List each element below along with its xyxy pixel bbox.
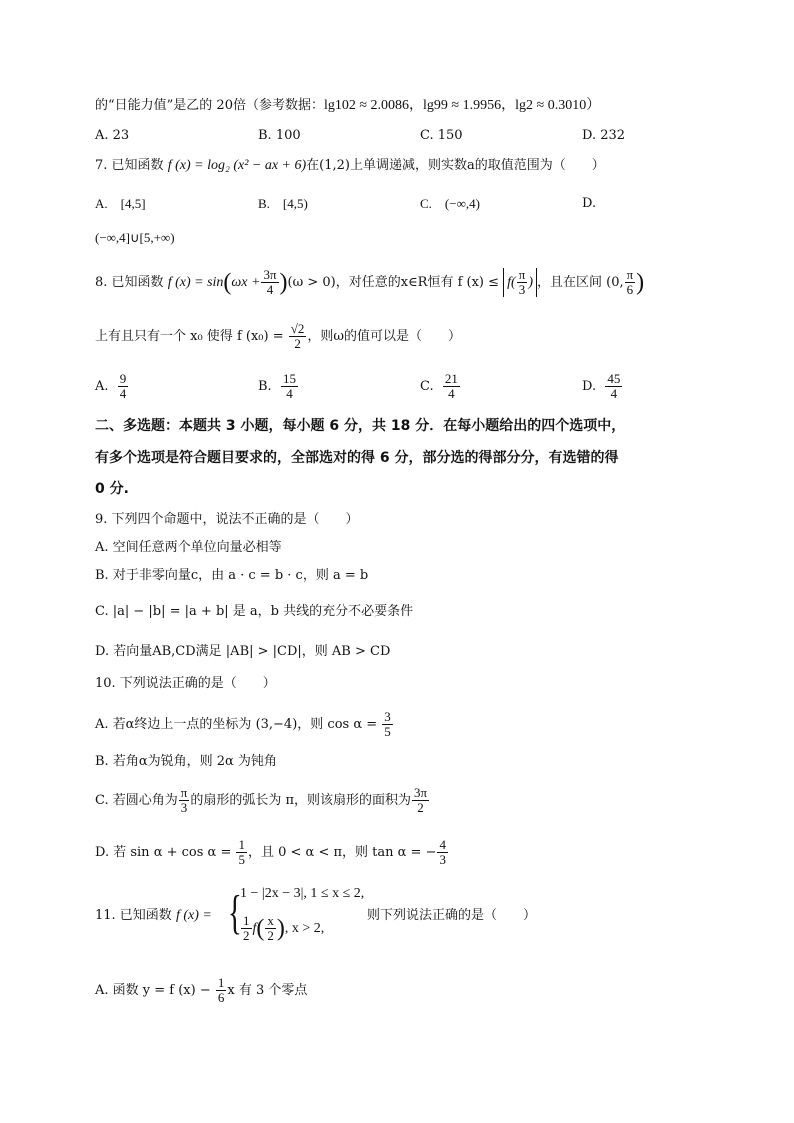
q10-d-frac2: $\frac{4}{3}$ <box>439 837 446 867</box>
q7-option-a: A. [4,5] <box>95 196 146 211</box>
q9-option-d: D. 若向量AB,CD满足 |AB| > |CD|，则 AB > CD <box>95 644 391 659</box>
q7-stem <box>95 158 605 174</box>
q7-option-c: C. (−∞,4) <box>420 196 480 211</box>
q10-option-b: B. 若角α为锐角，则 2α 为钝角 <box>95 754 277 769</box>
q6-option-b: B. 100 <box>258 128 301 143</box>
q11-brace: { <box>228 886 242 939</box>
q7-function: f (x) = log₂ (x² − ax + 6) <box>167 158 307 173</box>
q9-option-a: A. 空间任意两个单位向量必相等 <box>95 540 282 555</box>
q10-d-frac1: $\frac{1}{5}$ <box>238 837 245 867</box>
q8-stem-line2 <box>95 322 461 351</box>
q6-option-c: C. 150 <box>420 128 463 143</box>
q10-option-a: A. 若α终边上一点的坐标为 (3,−4)，则 cos α = $\frac{3}{5}$ <box>95 709 391 739</box>
q11-a-frac: $\frac{1}{6}$ <box>217 975 225 1005</box>
q9-option-b: B. 对于非零向量c，由 a · c = b · c，则 a = b <box>95 568 369 583</box>
q11-case2: $\frac{1}{2}$ f( $\frac{x}{2}$ ), x > 2, <box>243 913 325 943</box>
q8-option-c: C. $\frac{21}{4}$ <box>420 371 458 401</box>
q8-tail: ，且在区间 (0, <box>536 275 624 290</box>
q8-number: 8. 已知函数 <box>95 275 164 290</box>
q10-option-d: D. 若 sin α + cos α = $\frac{1}{5}$ ，且 0 < α < π，则 tan α = − $\frac{4}{3}$ <box>95 837 446 867</box>
q11-case1: 1 − |2x − 3|, 1 ≤ x ≤ 2, <box>240 886 365 901</box>
q7-option-d: D. <box>582 196 597 211</box>
q8-func-left: f (x) = sin <box>167 275 224 290</box>
q6-tail-text: 的“日能力值”是乙的 20倍（参考数据： <box>95 98 324 113</box>
section2-line3: 0 分. <box>95 481 129 497</box>
q8-frac-3pi-4: $\frac{3\pi}{4}$ <box>263 267 277 297</box>
q9-stem: 9. 下列四个命题中，说法不正确的是（ ） <box>95 512 359 527</box>
q11-stem-tail: 则下列说法正确的是（ ） <box>367 908 537 923</box>
q8-option-a: A. $\frac{9}{4}$ <box>95 371 127 401</box>
q11-option-a: A. 函数 y = f (x) − $\frac{1}{6}$ x 有 3 个零点 <box>95 975 308 1005</box>
q7-option-b: B. [4,5) <box>258 196 308 211</box>
q10-a-frac: $\frac{3}{5}$ <box>384 709 391 739</box>
q8-func-arg: ωx + <box>231 275 261 290</box>
q10-c-frac2: $\frac{3\pi}{2}$ <box>414 785 428 815</box>
q8-abs-f-pi3: f( $\frac{\pi}{3}$ ) <box>503 268 537 297</box>
section2-line1: 二、多选题：本题共 3 小题，每小题 6 分，共 18 分．在每小题给出的四个选项中， <box>95 418 626 434</box>
section2-line2: 有多个选项是符合题目要求的，全部选对的得 6 分，部分选的得部分分，有选错的得 <box>95 450 619 466</box>
q8-condition: (ω > 0)，对任意的x∈R恒有 f (x) ≤ <box>287 275 500 290</box>
q8-frac-pi-6: $\frac{\pi}{6}$ <box>626 267 634 297</box>
q7-option-d-content: (−∞,4]∪[5,+∞) <box>95 230 175 245</box>
q8-option-d: D. $\frac{45}{4}$ <box>582 371 621 401</box>
q6-reference-data: lg102 ≈ 2.0086，lg99 ≈ 1.9956，lg2 ≈ 0.3010） <box>323 98 601 113</box>
q8-line2-b: ，则ω的值可以是（ ） <box>307 329 461 344</box>
q11-stem: 11. 已知函数 f (x) = <box>95 908 212 923</box>
q11-func: f (x) = <box>175 908 212 923</box>
q10-c-frac1: $\frac{\pi}{3}$ <box>180 785 188 815</box>
q6-option-a: A. 23 <box>95 128 130 143</box>
q9-option-c: C. |a| − |b| = |a + b| 是 a，b 共线的充分不必要条件 <box>95 604 414 619</box>
q10-stem: 10. 下列说法正确的是（ ） <box>95 676 276 691</box>
q8-line2-a: 上有且只有一个 x₀ 使得 f (x₀) = <box>95 329 284 344</box>
q8-option-b: B. $\frac{15}{4}$ <box>258 371 296 401</box>
q8-frac-sqrt2-2: $\frac{√2}{2}$ <box>290 321 305 351</box>
q10-option-c: C. 若圆心角为 $\frac{\pi}{3}$ 的扇形的弧长为 π，则该扇形的面积为 $\frac{3\pi}{2}$ <box>95 785 428 815</box>
q7-text: 在(1,2)上单调递减，则实数a的取值范围为（ ） <box>306 158 605 173</box>
q6-option-d: D. 232 <box>582 128 626 143</box>
q7-number: 7. 已知函数 <box>95 158 164 173</box>
q6-tail-line <box>95 98 600 114</box>
q8-stem-line1: 8. 已知函数 f (x) = sin(ωx + $\frac{3\pi}{4}$ )(ω > 0)，对任意的x∈R恒有 f (x) ≤ f( $\frac{\pi}{3}$ ) ，且在区间 (0, $\frac{\pi}{6}$ ) <box>95 267 645 297</box>
